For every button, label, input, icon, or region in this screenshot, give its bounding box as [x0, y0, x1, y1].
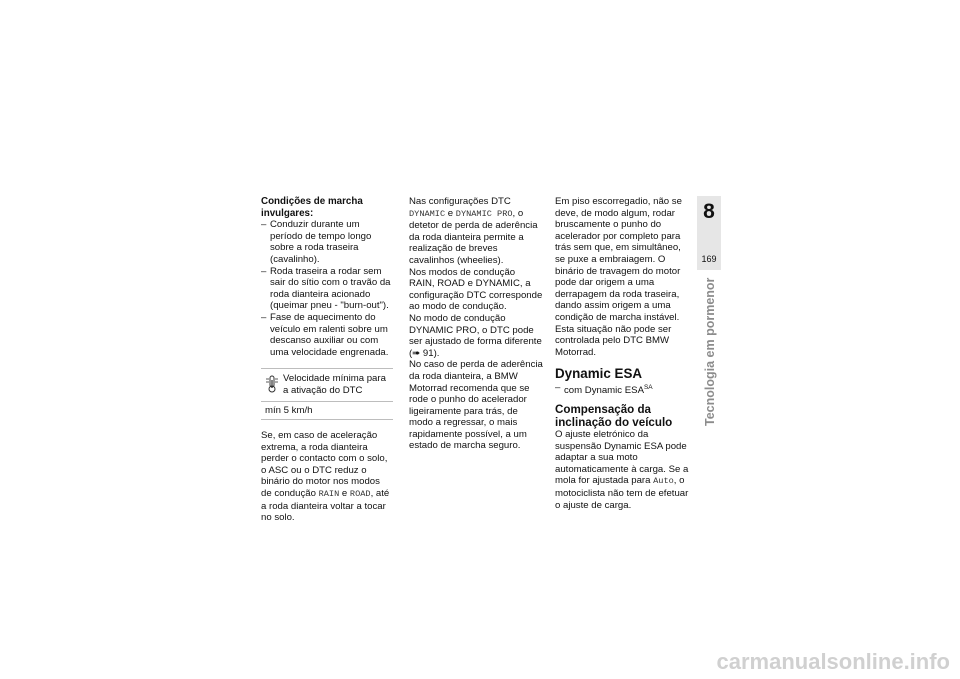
mode-auto-label: Auto [653, 476, 674, 487]
chapter-tab [697, 196, 721, 270]
info-box [261, 368, 393, 420]
section-heading-unusual-conditions: Condições de marcha invulgares: [261, 196, 363, 219]
mode-rain-label: RAIN [318, 489, 340, 500]
option-list [555, 382, 689, 397]
list-item: – Conduzir durante um período de tempo longo sobre a roda traseira (cavalinho). [261, 219, 393, 265]
column-right [555, 196, 689, 511]
section-heading-dynamic-esa: Dynamic ESA [555, 366, 643, 382]
paragraph: O ajuste eletrónico da suspensão Dynamic ESA pode adaptar a sua moto automaticamente à carga. Se a mola for ajustada para Auto, o motociclista não tem de efetuar o ajuste de carga. [555, 429, 689, 511]
column-left [261, 196, 393, 524]
list-item: – Roda traseira a rodar sem sair do sítio com o travão da roda dianteira acionado (queimar pneu - "burn-out"). [261, 266, 393, 312]
section-heading-load-compensation: Compensação da inclinação do veículo [555, 403, 673, 430]
paragraph: No caso de perda de aderência da roda dianteira, a BMW Motorrad recomenda que se rode o punho do acelerador ligeiramente para trás, de modo a regressar, o mais rapidamente possível, a um estado de marcha seguro. [409, 359, 543, 452]
paragraph: Se, em caso de aceleração extrema, a roda dianteira perder o contacto com o solo, o ASC ou o DTC reduz o binário do motor nos modos de condução RAIN e ROAD, até a roda dianteira voltar a tocar no solo. [261, 430, 390, 524]
info-box-value: mín 5 km/h [265, 404, 313, 416]
special-equipment-badge: SA [643, 384, 653, 392]
info-box-header [261, 369, 393, 401]
list-item: – com Dynamic $ESA^{SA}$ [555, 382, 689, 397]
bullet-list [261, 219, 393, 358]
mode-dynamic-pro-label: DYNAMIC PRO [455, 208, 513, 219]
mode-road-label: ROAD [349, 489, 371, 500]
paragraph: Nas configurações DTC DYNAMIC e DYNAMIC PRO, o detetor de perda de aderência da roda dianteira permite a realização de breves cavalinhos (wheelies). [409, 196, 538, 266]
paragraph: Nos modos de condução RAIN, ROAD e DYNAMIC, a configuração DTC corresponde ao modo de condução. [409, 266, 543, 313]
column-middle [409, 196, 543, 452]
page-reference-arrow-icon: ➠ [412, 347, 421, 359]
chapter-number: 8 [703, 200, 715, 223]
watermark: carmanualsonline.info [716, 649, 950, 674]
paragraph: No modo de condução DYNAMIC PRO, o DTC pode ser ajustado de forma diferente (➠ 91). [409, 312, 542, 359]
thermometer-icon [261, 373, 283, 393]
mode-dynamic-label: DYNAMIC [409, 208, 446, 219]
paragraph: Em piso escorregadio, não se deve, de modo algum, rodar bruscamente o punho do acelerador por completo para trás sem que, em simultâneo, se puxe a embraiagem. O binário de travagem do motor pode dar origem a uma derrapagem da roda traseira, dando assim origem a uma condição de marcha instável. Esta situação não pode ser controlada pelo DTC BMW Motorrad. [555, 196, 682, 358]
page-reference[interactable]: 91). [420, 347, 440, 359]
page-number: 169 [701, 254, 717, 264]
info-box-label: Velocidade mínima para a ativação do DTC [283, 373, 386, 396]
chapter-title-vertical: Tecnologia em pormenor [703, 277, 717, 426]
list-item: – Fase de aquecimento do veículo em ralenti sobre um descanso auxiliar ou com uma velocidade engrenada. [261, 312, 393, 358]
